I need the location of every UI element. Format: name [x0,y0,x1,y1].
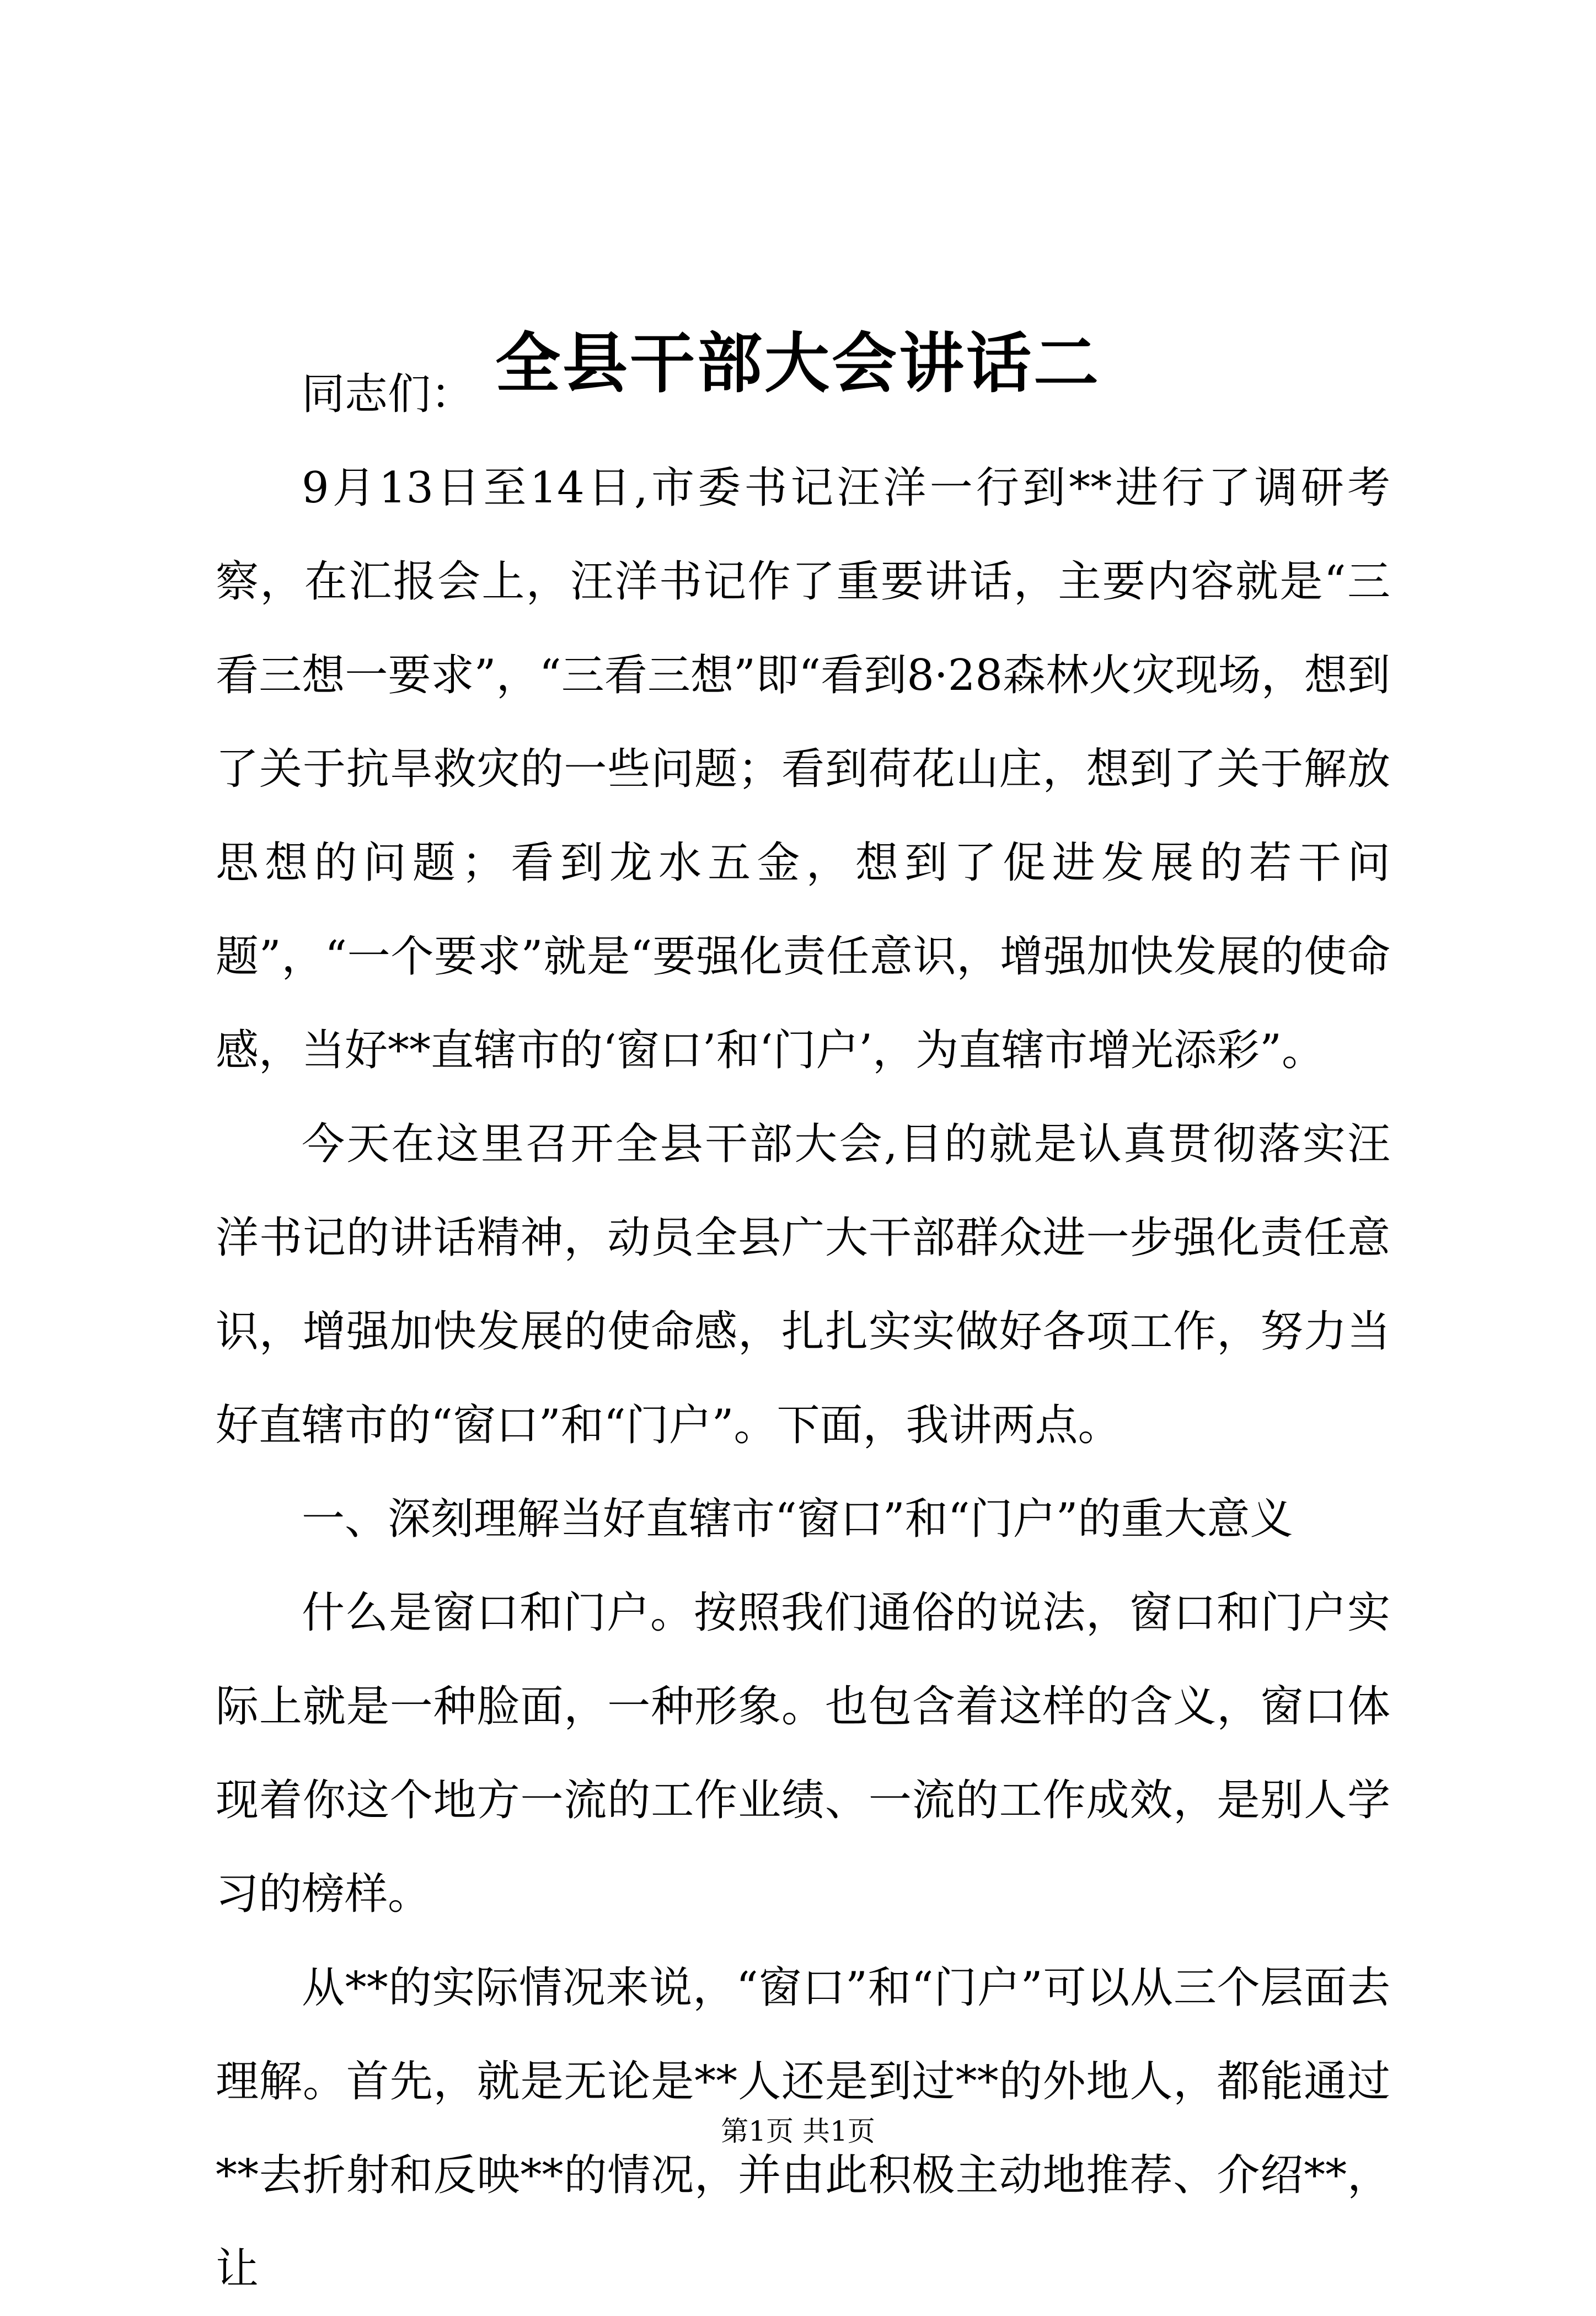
salutation: 同志们： [302,369,474,419]
paragraph-4: 从**的实际情况来说，“窗口”和“门户”可以从三个层面去理解。首先，就是无论是**人还是到过**的外地人，都能通过**去折射和反映**的情况，并由此积极主动地推荐、介绍**，让 [216,1963,1390,2294]
document-body [216,347,1390,2316]
paragraph-1: 9月13日至14日,市委书记汪洋一行到**进行了调研考察，在汇报会上，汪洋书记作了重要讲话，主要内容就是“三看三想一要求”，“三看三想”即“看到8·28森林火灾现场，想到了关于抗旱救灾的一些问题；看到荷花山庄，想到了关于解放思想的问题；看到龙水五金，想到了促进发展的若干问题”，“一个要求”就是“要强化责任意识，增强加快发展的使命感，当好**直辖市的‘窗口’和‘门户’，为直辖市增光添彩”。 [216,463,1390,1075]
page-title: 全县干部大会讲话二 [495,325,1101,402]
paragraph-3: 什么是窗口和门户。按照我们通俗的说法，窗口和门户实际上就是一种脸面，一种形象。也包含着这样的含义，窗口体现着你这个地方一流的工作业绩、一流的工作成效，是别人学习的榜样。 [216,1588,1390,1919]
section-heading-1: 一、深刻理解当好直辖市“窗口”和“门户”的重大意义 [302,1494,1293,1544]
paragraph-2: 今天在这里召开全县干部大会,目的就是认真贯彻落实汪洋书记的讲话精神，动员全县广大干部群众进一步强化责任意识，增强加快发展的使命感，扎扎实实做好各项工作，努力当好直辖市的“窗口”和“门户”。下面，我讲两点。 [216,1119,1390,1450]
page-footer: 第1页 共1页 [721,2115,875,2147]
